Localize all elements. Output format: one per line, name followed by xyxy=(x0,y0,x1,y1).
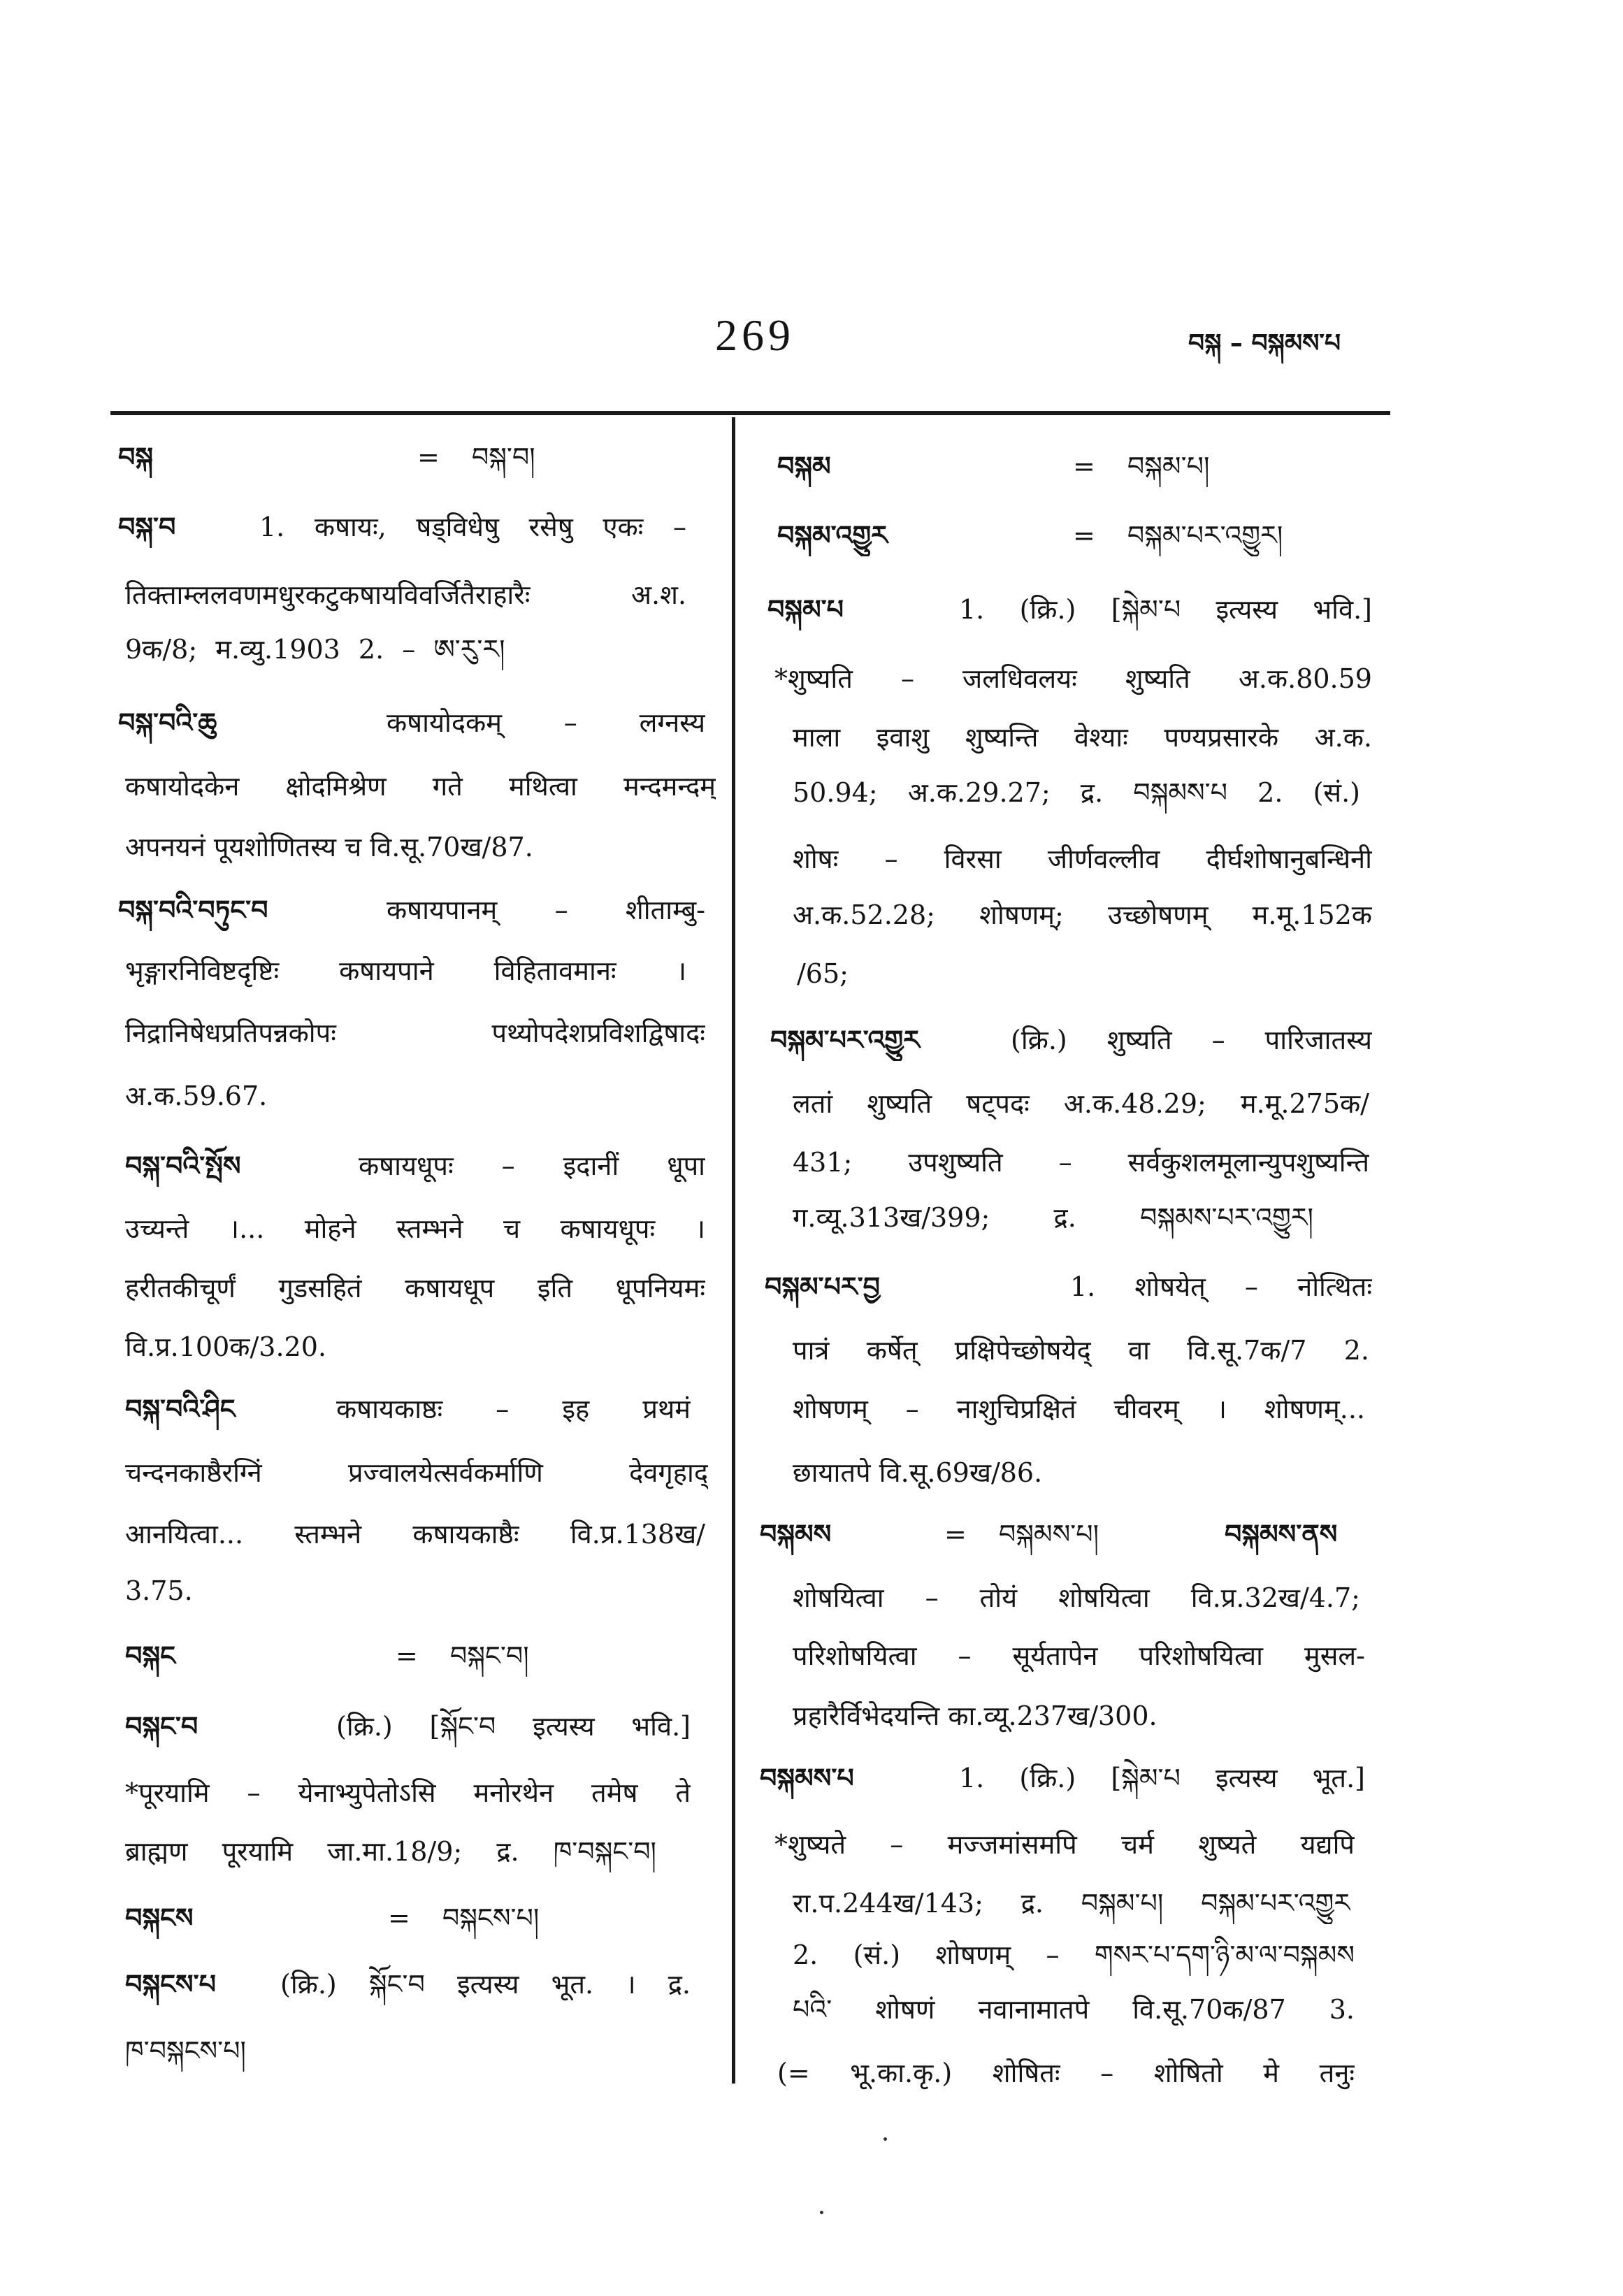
entry-line: निद्रानिषेधप्रतिपन्नकोपः पथ्योपदेशप्रविशद्विषादः xyxy=(125,1018,705,1048)
entry-line: ब्राह्मण पूरयामि जा.मा.18/9; द्र. ཁ་བསྐང་བ། xyxy=(125,1836,656,1867)
entry-headword: བསྐངས xyxy=(125,1902,194,1933)
entry-headword: བསྐ་བའི་ཤིང xyxy=(125,1394,236,1424)
entry-line: *शुष्यते – मज्जमांसमपि चर्म शुष्यते यद्यपि xyxy=(774,1829,1355,1860)
entry-line: 3.75. xyxy=(125,1575,193,1606)
entry-line: माला इवाशु शुष्यन्ति वेश्याः पण्यप्रसारके अ.क. xyxy=(793,722,1372,753)
entry-headword: བསྐམ་པར་བྱ xyxy=(765,1271,881,1302)
scan-speck xyxy=(820,2211,823,2214)
entry-headword: བསྐང་བ xyxy=(125,1711,199,1742)
column-divider xyxy=(732,417,735,2084)
entry-line: པའི་ शोषणं नवानामातपे वि.सू.70क/87 3. xyxy=(793,1994,1355,2025)
entry-line: कषायपानम् – शीताम्बु- xyxy=(387,895,705,925)
page-number: 269 xyxy=(715,310,795,360)
entry-line: कषायोदकेन क्षोदमिश्रेण गते मथित्वा मन्दमन्दम् xyxy=(125,771,716,802)
entry-cross-reference: = བསྐམ་པར་འགྱུར། xyxy=(1073,520,1283,551)
running-head: བསྐ – བསྐམས་པ xyxy=(1188,329,1341,358)
entry-line: शोषयित्वा – तोयं शोषयित्वा वि.प्र.32ख/4.7; xyxy=(793,1582,1360,1613)
entry-line: 1. (क्रि.) [སྐེམ་པ इत्यस्य भवि.] xyxy=(959,594,1372,625)
entry-headword: བསྐ་བའི་ཆུ xyxy=(118,707,217,738)
entry-line: भृङ्गारनिविष्टदृष्टिः कषायपाने विहितावमानः । xyxy=(125,955,686,986)
entry-headword: བསྐངས་པ xyxy=(125,1969,216,2000)
entry-line: हरीतकीचूर्णं गुडसहितं कषायधूप इति धूपनियमः xyxy=(125,1273,705,1304)
entry-line: कषायोदकम् – लग्नस्य xyxy=(387,707,705,738)
entry-headword: བསྐམ་འགྱུར xyxy=(777,520,888,551)
entry-line: उच्यन्ते ।... मोहने स्तम्भने च कषायधूपः । xyxy=(125,1213,705,1244)
entry-headword: བསྐམ་པ xyxy=(767,594,844,625)
entry-headword: བསྐམ་པར་འགྱུར xyxy=(770,1025,920,1055)
entry-line: 50.94; अ.क.29.27; द्र. བསྐམས་པ 2. (सं.) xyxy=(793,777,1360,808)
entry-line: लतां शुष्यति षट्पदः अ.क.48.29; म.मू.275क/ xyxy=(793,1088,1369,1119)
entry-headword: བསྐ xyxy=(118,442,154,472)
entry-line: छायातपे वि.सू.69ख/86. xyxy=(793,1457,1043,1488)
entry-line: कषायकाष्ठः – इह प्रथमं xyxy=(336,1394,691,1424)
entry-line: 1. (क्रि.) [སྐེམ་པ इत्यस्य भूत.] xyxy=(959,1763,1365,1793)
entry-line: *पूरयामि – येनाभ्युपेतोऽसि मनोरथेन तमेष ते xyxy=(125,1777,691,1808)
entry-line: परिशोषयित्वा – सूर्यतापेन परिशोषयित्वा मुसल- xyxy=(793,1640,1365,1671)
entry-cross-reference: = བསྐམ་པ། xyxy=(1073,451,1210,482)
entry-line: *शुष्यति – जलधिवलयः शुष्यति अ.क.80.59 xyxy=(774,663,1372,694)
entry-line: कषायधूपः – इदानीं धूपा xyxy=(359,1150,705,1181)
entry-line: 431; उपशुष्यति – सर्वकुशलमूलान्युपशुष्यन्ति xyxy=(793,1147,1369,1178)
entry-line: 1. कषायः, षड्विधेषु रसेषु एकः – xyxy=(259,512,686,542)
entry-line: ग.व्यू.313ख/399; द्र. བསྐམས་པར་འགྱུར། xyxy=(793,1202,1313,1233)
entry-headword: བསྐམས་པ xyxy=(760,1763,854,1793)
entry-headword: བསྐ་བ xyxy=(118,512,176,542)
entry-line: (क्रि.) སྐོང་བ इत्यस्य भूत. । द्र. xyxy=(280,1969,691,2000)
entry-headword: བསྐ་བའི་བཏུང་བ xyxy=(118,895,268,925)
entry-line: /65; xyxy=(797,958,849,989)
entry-cross-reference: = བསྐ་བ། xyxy=(417,442,535,472)
entry-line: अपनयनं पूयशोणितस्य च वि.सू.70ख/87. xyxy=(125,832,533,862)
entry-line: (क्रि.) [སྐོང་བ इत्यस्य भवि.] xyxy=(336,1711,691,1742)
entry-cross-reference: = བསྐམས་པ། xyxy=(944,1519,1099,1550)
entry-line: (क्रि.) शुष्यति – पारिजातस्य xyxy=(1011,1025,1372,1055)
header-rule xyxy=(110,411,1390,415)
entry-line: तिक्ताम्ललवणमधुरकटुकषायविवर्जितैराहारैः अ.श. xyxy=(125,579,686,610)
entry-line: शोषः – विरसा जीर्णवल्लीव दीर्घशोषानुबन्धिनी xyxy=(793,844,1372,874)
entry-line: प्रहारैर्विभेदयन्ति का.व्यू.237ख/300. xyxy=(793,1701,1157,1731)
entry-headword: བསྐམ xyxy=(777,451,831,482)
entry-headword: བསྐ་བའི་སྤོས xyxy=(125,1150,241,1181)
entry-line: 2. (सं.) शोषणम् – གསར་པ་དག་ཉི་མ་ལ་བསྐམས xyxy=(793,1940,1355,1970)
entry-line: 1. शोषयेत् – नोत्थितः xyxy=(1070,1271,1372,1302)
entry-line: रा.प.244ख/143; द्र. བསྐམ་པ། བསྐམ་པར་འགྱུར xyxy=(793,1888,1350,1919)
entry-line: अ.क.52.28; शोषणम्; उच्छोषणम् म.मू.152क xyxy=(793,900,1372,930)
entry-line: शोषणम् – नाशुचिप्रक्षितं चीवरम् । शोषणम्... xyxy=(793,1394,1365,1424)
entry-cross-reference: = བསྐངས་པ། xyxy=(388,1902,540,1933)
entry-headword: བསྐམས་ནས xyxy=(1225,1519,1338,1550)
entry-line: पात्रं कर्षेत् प्रक्षिपेच्छोषयेद् वा वि.सू.7क/7 2. xyxy=(793,1335,1369,1366)
entry-line: ཁ་བསྐངས་པ། xyxy=(125,2035,246,2066)
entry-line: आनयित्वा... स्तम्भने कषायकाष्ठैः वि.प्र.138ख/ xyxy=(125,1519,705,1550)
entry-cross-reference: = བསྐང་བ། xyxy=(396,1640,529,1671)
entry-line: वि.प्र.100क/3.20. xyxy=(125,1331,326,1362)
entry-headword: བསྐང xyxy=(125,1640,175,1671)
entry-line: अ.क.59.67. xyxy=(125,1081,268,1111)
entry-headword: བསྐམས xyxy=(760,1519,832,1550)
entry-line: 9क/8; म.व्यु.1903 2. – ཨ་རུ་ར། xyxy=(125,634,505,665)
entry-line: (= भू.का.कृ.) शोषितः – शोषितो मे तनुः xyxy=(777,2058,1355,2088)
scan-speck xyxy=(883,2137,887,2141)
entry-line: चन्दनकाष्ठैरग्निं प्रज्वालयेत्सर्वकर्माणि देवगृहाद् xyxy=(125,1457,708,1488)
